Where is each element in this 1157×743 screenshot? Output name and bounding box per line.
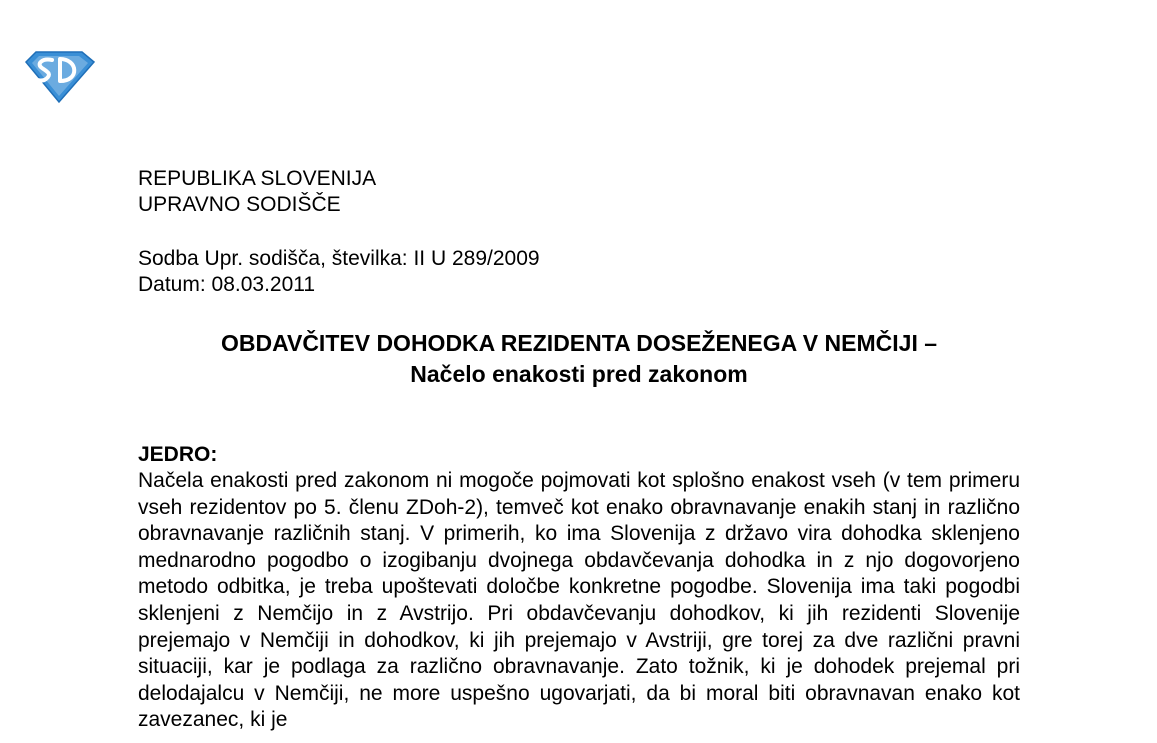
title-line-1: OBDAVČITEV DOHODKA REZIDENTA DOSEŽENEGA V NEMČIJI – [220,330,938,356]
country-name: REPUBLIKA SLOVENIJA [138,167,377,190]
publisher-logo [22,48,96,104]
judgment-date: Datum: 08.03.2011 [138,273,316,296]
section-body: Načela enakosti pred zakonom ni mogoče pojmovati kot splošno enakost vseh (v tem primeru vseh rezidentov po 5. členu ZDoh-2), temveč kot enako obravnavanje enakih stanj in različno obravnavanje različnih stanj. V primerih, ko ima Slovenija z državo vira dohodka sklenjeno mednarodno pogodbo o izogibanju dvojnega obdavčevanja dohodka in z njo dogovorjeno metodo odbitka, je treba upoštevati določbe konkretne pogodbe. Slovenija ima taki pogodbi sklenjeni z Nemčijo in z Avstrijo. Pri obdavčevanju dohodkov, ki jih rezidenti Slovenije prejemajo v Nemčiji in dohodkov, ki jih prejemajo v Avstriji, gre torej za dve različni pravni situaciji, kar je podlaga za različno obravnavanje. Zato tožnik, ki je dohodek prejemal pri delodajalcu v Nemčiji, ne more uspešno ugovarjati, da bi moral biti obravnavan enako kot zavezanec, ki je [138,469,1020,732]
document-title [138,328,1020,390]
case-meta [138,246,540,298]
case-number: Sodba Upr. sodišča, številka: II U 289/2009 [138,247,540,270]
court-header [138,166,376,218]
title-line-2: Načelo enakosti pred zakonom [410,361,748,387]
court-name: UPRAVNO SODIŠČE [138,193,341,216]
section-heading: JEDRO: [138,443,218,466]
